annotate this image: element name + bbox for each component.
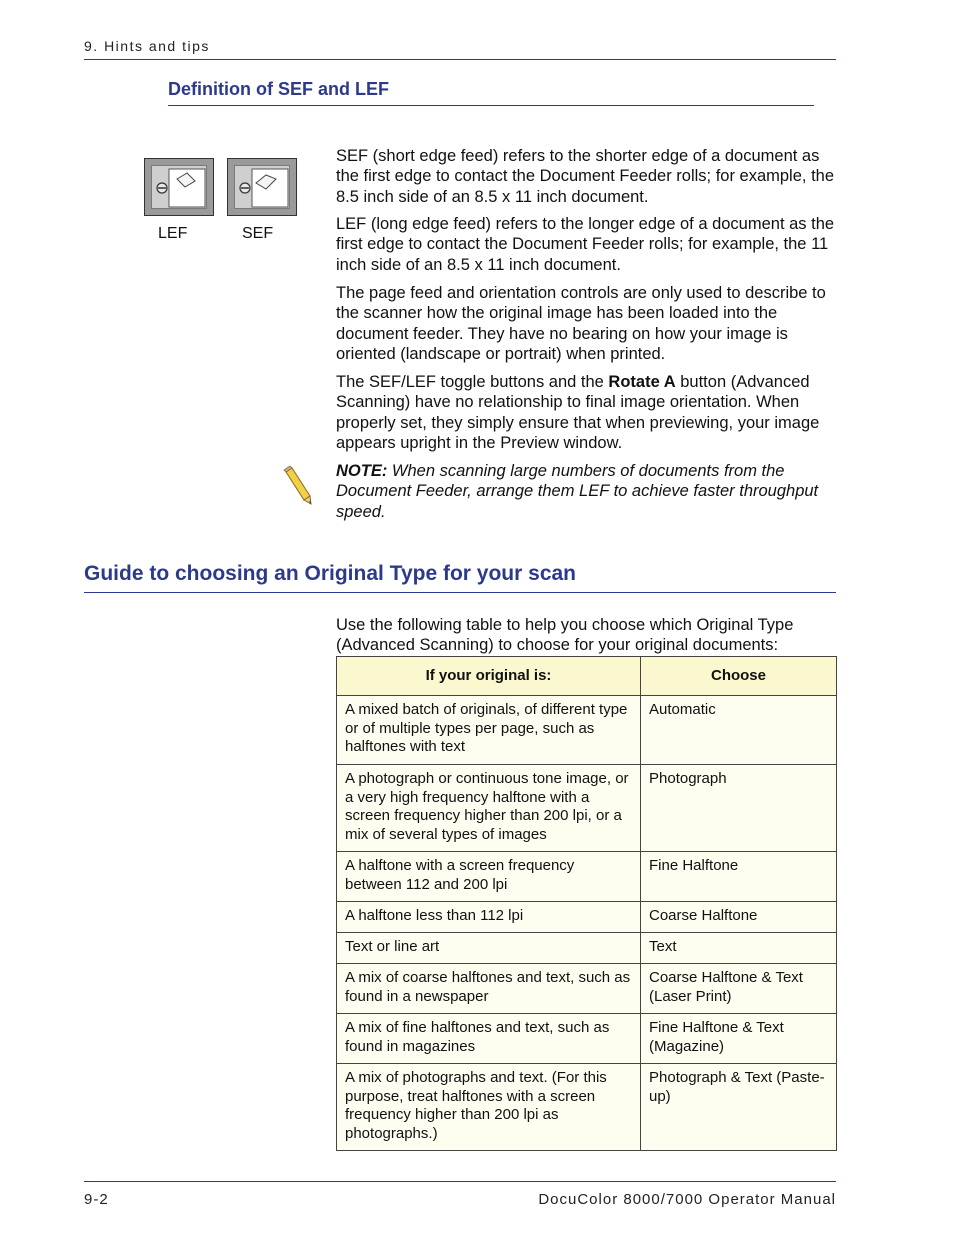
- section-rule: [168, 105, 814, 106]
- manual-title: DocuColor 8000/7000 Operator Manual: [538, 1191, 836, 1208]
- section-heading-sef-lef: Definition of SEF and LEF: [168, 79, 389, 99]
- table-row: [337, 1064, 837, 1151]
- sef-label: SEF: [242, 225, 274, 242]
- table-row: [337, 902, 837, 933]
- table-cell-original: Text or line art: [337, 933, 641, 964]
- table-row: [337, 964, 837, 1014]
- rotate-paragraph: [336, 372, 836, 453]
- table-cell-choose: Automatic: [641, 696, 837, 765]
- note-paragraph: [336, 461, 836, 522]
- original-type-table: [336, 656, 837, 1151]
- rotate-text-after: button (Advanced Scanning) have no relationship to final image orientation. When properly set, they simply ensure that when previewing, your image appears upright in the Preview window.: [336, 373, 820, 452]
- table-header-original: If your original is:: [337, 657, 641, 696]
- table-cell-choose: Coarse Halftone & Text (Laser Print): [641, 964, 837, 1014]
- section-heading-guide: Guide to choosing an Original Type for your scan: [84, 562, 577, 585]
- table-cell-original: A mix of fine halftones and text, such as found in magazines: [337, 1014, 641, 1064]
- table-header-choose: Choose: [641, 657, 837, 696]
- section-rule-guide: [84, 592, 836, 593]
- lef-paragraph: LEF (long edge feed) refers to the longer edge of a document as the first edge to contact the Document Feeder rolls; for example, the 11 inch side of an 8.5 x 11 inch document.: [336, 215, 835, 274]
- rotate-a-label: Rotate A: [608, 373, 676, 391]
- footer-rule: [84, 1181, 836, 1182]
- table-cell-choose: Fine Halftone: [641, 852, 837, 902]
- header-rule: [84, 59, 836, 60]
- feed-controls-paragraph: The page feed and orientation controls are only used to describe to the scanner how the original image has been loaded into the document feeder. They have no bearing on how your image is oriented (landscape or portrait) when printed.: [336, 284, 826, 363]
- sef-icon: [228, 159, 298, 217]
- table-cell-original: A halftone with a screen frequency between 112 and 200 lpi: [337, 852, 641, 902]
- table-row: [337, 696, 837, 765]
- table-cell-original: A photograph or continuous tone image, or a very high frequency halftone with a screen frequency higher than 200 lpi, or a mix of several types of images: [337, 765, 641, 852]
- table-cell-choose: Photograph & Text (Paste-up): [641, 1064, 837, 1151]
- table-cell-original: A mix of photographs and text. (For this purpose, treat halftones with a screen frequency higher than 200 lpi as photographs.): [337, 1064, 641, 1151]
- note-label: NOTE:: [336, 462, 388, 480]
- table-cell-choose: Coarse Halftone: [641, 902, 837, 933]
- pencil-note-icon: [280, 466, 314, 506]
- sef-button[interactable]: [227, 158, 297, 216]
- table-cell-choose: Fine Halftone & Text (Magazine): [641, 1014, 837, 1064]
- table-cell-original: A halftone less than 112 lpi: [337, 902, 641, 933]
- table-row: [337, 852, 837, 902]
- lef-icon: [145, 159, 215, 217]
- table-cell-choose: Photograph: [641, 765, 837, 852]
- lef-button[interactable]: [144, 158, 214, 216]
- table-cell-original: A mix of coarse halftones and text, such as found in a newspaper: [337, 964, 641, 1014]
- table-row: [337, 1014, 837, 1064]
- guide-intro: Use the following table to help you choose which Original Type (Advanced Scanning) to choose for your original documents:: [336, 616, 794, 655]
- table-cell-choose: Text: [641, 933, 837, 964]
- rotate-text-before: The SEF/LEF toggle buttons and the: [336, 373, 609, 391]
- table-cell-original: A mixed batch of originals, of different type or of multiple types per page, such as halftones with text: [337, 696, 641, 765]
- table-row: [337, 765, 837, 852]
- chapter-header: 9. Hints and tips: [84, 38, 210, 54]
- sef-paragraph: SEF (short edge feed) refers to the shorter edge of a document as the first edge to contact the Document Feeder rolls; for example, the 8.5 inch side of an 8.5 x 11 inch document.: [336, 147, 835, 206]
- lef-label: LEF: [158, 225, 188, 242]
- page-number: 9-2: [84, 1191, 109, 1208]
- note-text: When scanning large numbers of documents from the Document Feeder, arrange them LEF to achieve faster throughput speed.: [336, 462, 819, 521]
- table-header-row: [337, 657, 837, 696]
- table-row: [337, 933, 837, 964]
